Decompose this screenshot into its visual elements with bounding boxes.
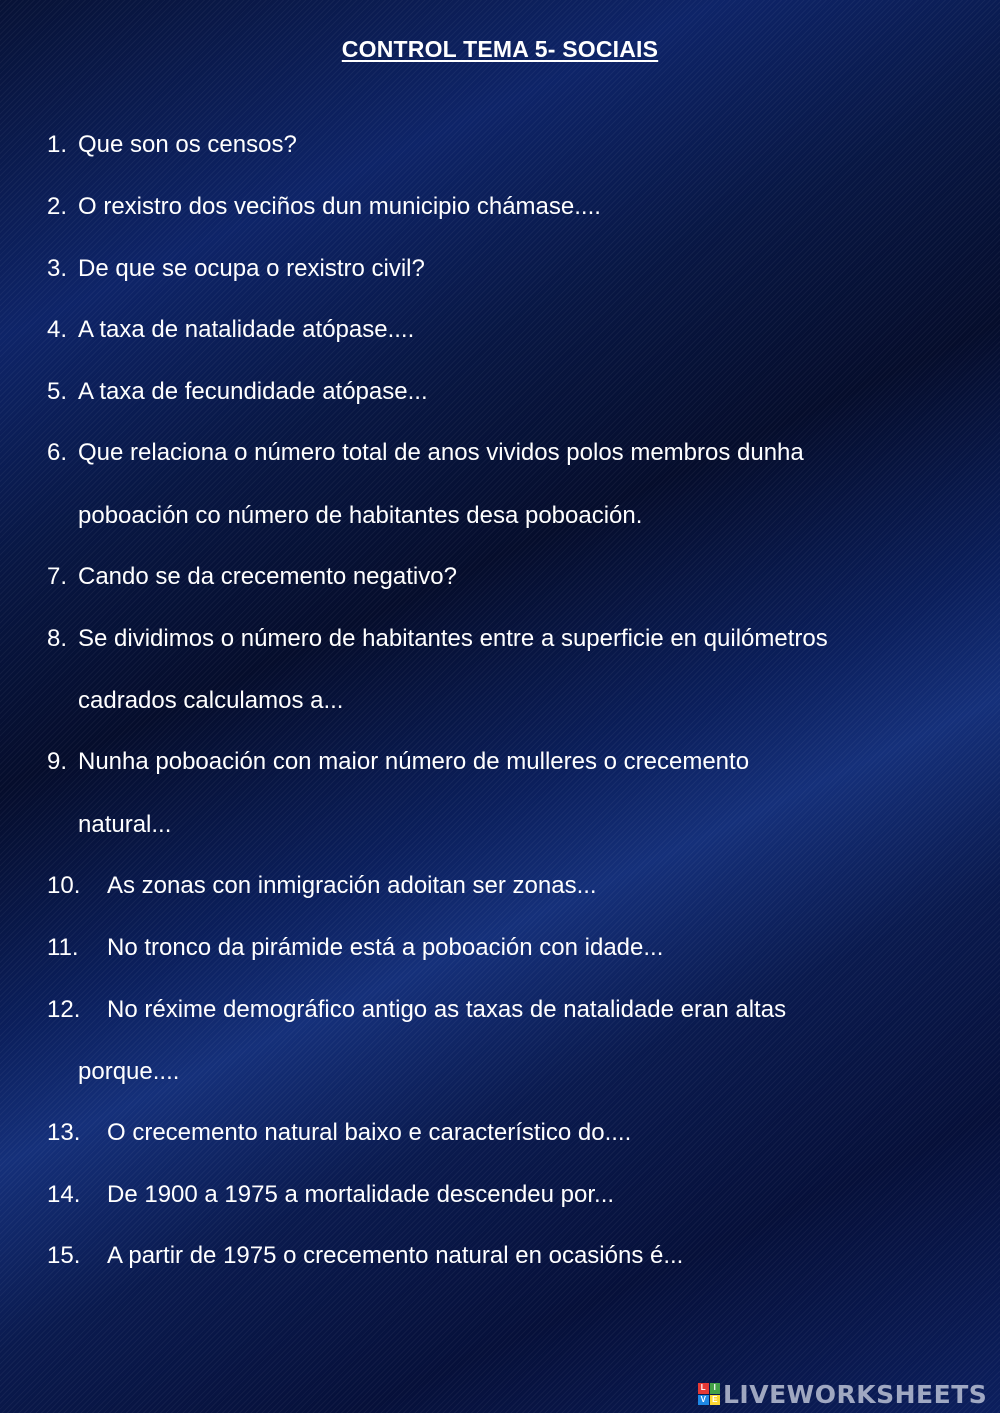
watermark-text: LIVEWORKSHEETS bbox=[723, 1379, 988, 1409]
question-4 bbox=[47, 315, 414, 345]
question-text: Se dividimos o número de habitantes entre a superficie en quilómetros bbox=[78, 625, 828, 652]
question-text: A taxa de fecundidade atópase... bbox=[78, 378, 428, 405]
question-number: 12. bbox=[47, 996, 81, 1023]
question-text: Cando se da crecemento negativo? bbox=[78, 563, 457, 590]
question-number: 4. bbox=[47, 316, 68, 343]
question-8 bbox=[47, 624, 828, 654]
question-text: No tronco da pirámide está a poboación con idade... bbox=[107, 934, 664, 961]
question-text: O crecemento natural baixo e característico do.... bbox=[107, 1119, 632, 1146]
question-6-continuation: poboación co número de habitantes desa poboación. bbox=[78, 502, 643, 529]
question-number: 8. bbox=[47, 625, 68, 652]
question-number: 6. bbox=[47, 439, 68, 466]
logo-letter-e: E bbox=[710, 1395, 721, 1406]
question-1 bbox=[47, 130, 297, 160]
logo-letter-v: V bbox=[698, 1395, 709, 1406]
question-3 bbox=[47, 254, 425, 284]
logo-letter-l: L bbox=[698, 1383, 709, 1394]
question-text: No réxime demográfico antigo as taxas de natalidade eran altas bbox=[107, 996, 787, 1023]
question-9-continuation: natural... bbox=[78, 811, 172, 838]
question-text: Que relaciona o número total de anos vividos polos membros dunha bbox=[78, 439, 804, 466]
question-number: 15. bbox=[47, 1242, 81, 1269]
question-text: As zonas con inmigración adoitan ser zonas... bbox=[107, 872, 597, 899]
question-text: De que se ocupa o rexistro civil? bbox=[78, 255, 425, 282]
question-12-continuation: porque.... bbox=[78, 1058, 180, 1085]
question-number: 14. bbox=[47, 1181, 81, 1208]
question-text: A taxa de natalidade atópase.... bbox=[78, 316, 415, 343]
logo-letter-i: I bbox=[710, 1383, 721, 1394]
question-number: 10. bbox=[47, 872, 81, 899]
liveworksheets-icon bbox=[698, 1383, 720, 1405]
question-11 bbox=[47, 933, 663, 963]
question-text: O rexistro dos veciños dun municipio chámase.... bbox=[78, 193, 601, 220]
question-6 bbox=[47, 438, 804, 468]
question-9 bbox=[47, 747, 749, 777]
liveworksheets-logo bbox=[698, 1380, 987, 1408]
question-text: A partir de 1975 o crecemento natural en ocasións é... bbox=[107, 1242, 684, 1269]
question-number: 13. bbox=[47, 1119, 81, 1146]
worksheet-title: CONTROL TEMA 5- SOCIAIS bbox=[341, 36, 659, 62]
question-15 bbox=[47, 1241, 683, 1271]
question-number: 5. bbox=[47, 378, 68, 405]
question-number: 1. bbox=[47, 131, 68, 158]
question-number: 3. bbox=[47, 255, 68, 282]
question-13 bbox=[47, 1118, 631, 1148]
question-number: 11. bbox=[47, 934, 79, 961]
question-14 bbox=[47, 1180, 614, 1210]
question-text: Nunha poboación con maior número de mulleres o crecemento bbox=[78, 748, 750, 775]
question-12 bbox=[47, 995, 786, 1025]
question-text: Que son os censos? bbox=[78, 131, 297, 158]
question-number: 9. bbox=[47, 748, 68, 775]
question-8-continuation: cadrados calculamos a... bbox=[78, 687, 344, 714]
question-2 bbox=[47, 192, 601, 222]
question-10 bbox=[47, 871, 597, 901]
question-5 bbox=[47, 377, 428, 407]
question-7 bbox=[47, 562, 457, 592]
question-number: 7. bbox=[47, 563, 68, 590]
question-number: 2. bbox=[47, 193, 68, 220]
question-text: De 1900 a 1975 a mortalidade descendeu por... bbox=[107, 1181, 615, 1208]
